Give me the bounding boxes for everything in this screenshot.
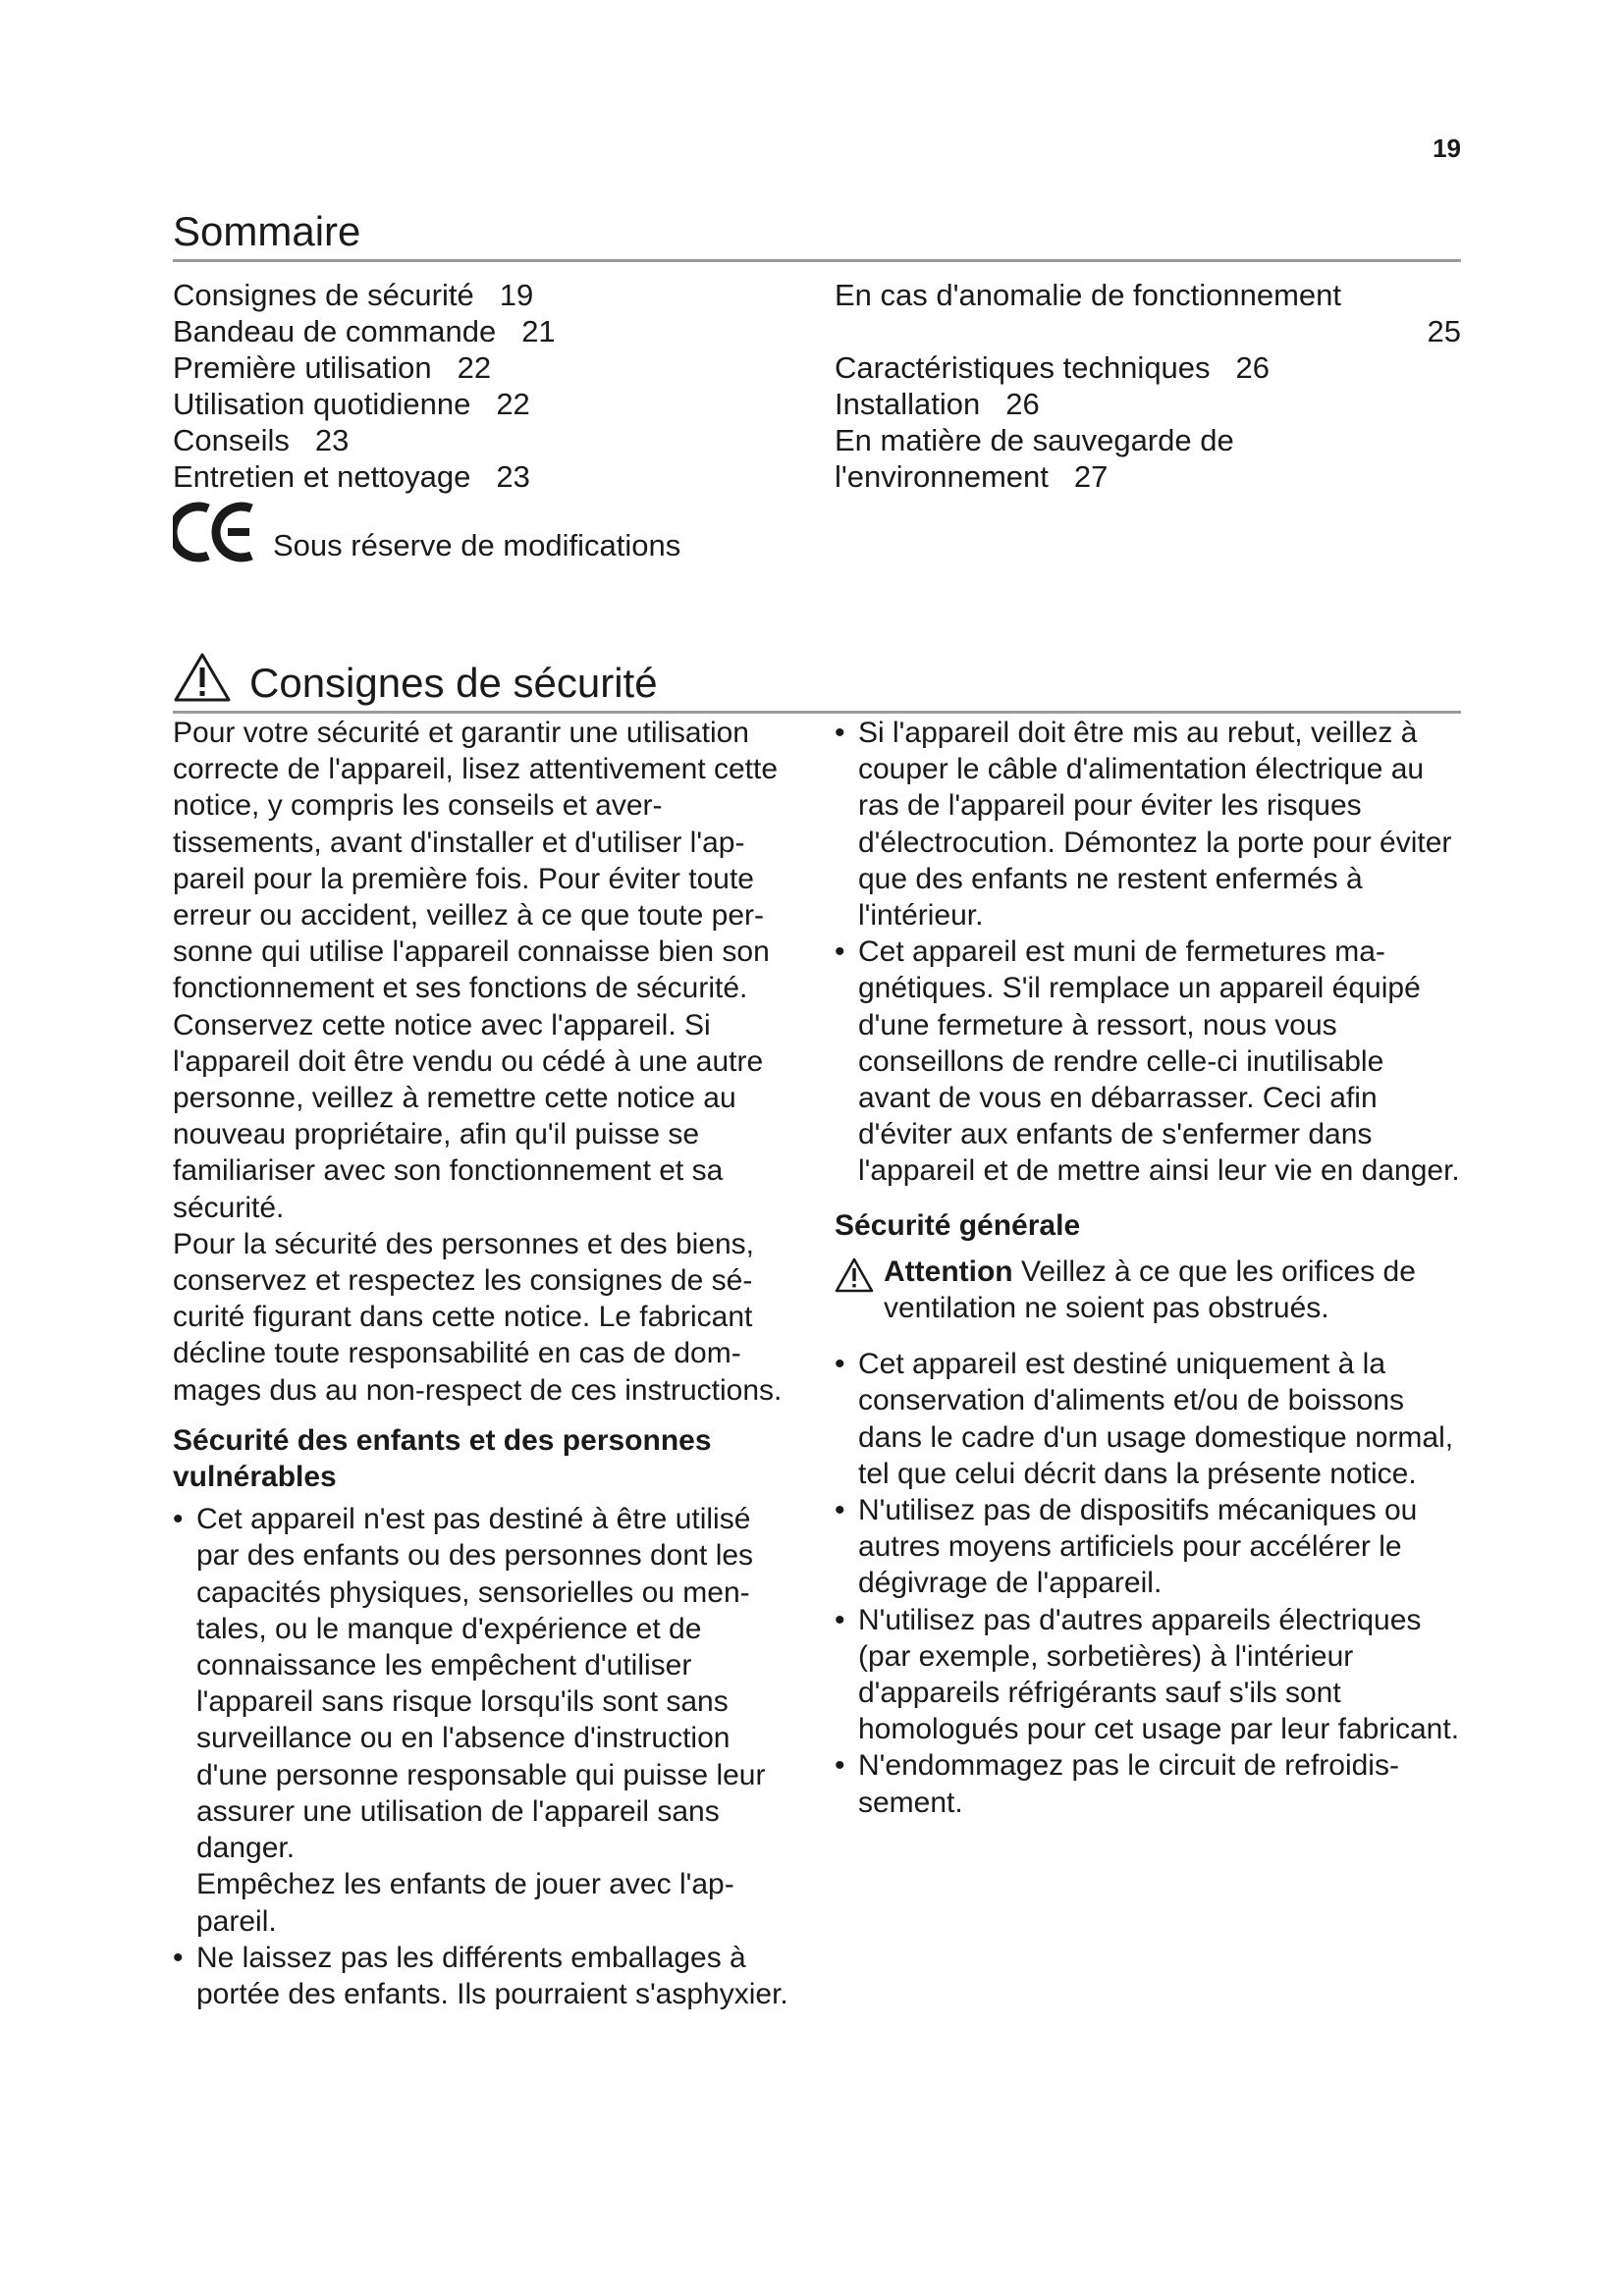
ce-note-text: Sous réserve de modifications	[273, 528, 681, 562]
page-number: 19	[1433, 133, 1461, 163]
attention-text: Veillez à ce que les orifices de ventilation ne soient pas obstrués.	[884, 1255, 1416, 1325]
right-text-column	[835, 715, 1461, 1821]
children-safety-heading: Sécurité des enfants et des personnes vulnérables	[173, 1423, 712, 1494]
list-item: • N'utilisez pas d'autres appareils électriques (par exemple, sorbetières) à l'intérieur d'appareils réfrigérants sauf s'ils sont homologués pour cet usage par leur fabricant.	[835, 1602, 1461, 1748]
toc-entry[interactable]: Première utilisation 22	[173, 350, 492, 385]
toc-entry[interactable]: Bandeau de commande 21	[173, 314, 556, 348]
toc-entry[interactable]: Utilisation quotidienne 22	[173, 387, 530, 421]
ce-mark-icon	[173, 501, 259, 563]
left-text-column	[173, 715, 801, 2012]
toc-entry[interactable]: Caractéristiques techniques 26	[835, 350, 1271, 385]
attention-note	[835, 1254, 1461, 1326]
list-item: • Ne laissez pas les différents emballages à portée des enfants. Ils pourraient s'asphyxier.	[173, 1940, 801, 2012]
toc-entry[interactable]: En matière de sauvegarde de l'environnement 27	[835, 423, 1234, 494]
toc-title: Sommaire	[173, 208, 1461, 262]
toc-entry[interactable]: Installation 26	[835, 387, 1040, 421]
list-item: • N'endommagez pas le circuit de refroidissement.	[835, 1747, 1461, 1820]
toc-entry[interactable]: Consignes de sécurité 19	[173, 278, 534, 312]
warning-triangle-icon	[173, 652, 232, 703]
list-item: • Cet appareil n'est pas destiné à être utilisé par des enfants ou des personnes dont les capacités physiques, sensorielles ou mentales, ou le manque d'expérience et de connaissance les empêchent d'utiliser l'appareil sans risque lorsqu'ils sont sans surveillance ou en l'absence d'instruction d'une personne responsable qui puisse leur assurer une utilisation de l'appareil sans danger. Empêchez les enfants de jouer avec l'appareil.	[173, 1501, 801, 1939]
general-safety-heading: Sécurité générale	[835, 1208, 1081, 1242]
list-item: • Cet appareil est destiné uniquement à la conservation d'aliments et/ou de boissons dans le cadre d'un usage domestique normal, tel que celui décrit dans la présente notice.	[835, 1346, 1461, 1492]
intro-paragraph: Pour la sécurité des personnes et des biens, conservez et respectez les consignes de sécurité figurant dans cette notice. Le fabricant décline toute responsabilité en cas de dommages dus au non-respect de ces instructions.	[173, 1227, 783, 1407]
toc-entry[interactable]: Conseils 23	[173, 423, 350, 457]
ce-note	[173, 501, 680, 563]
toc-right-column	[835, 277, 1461, 495]
toc-entry[interactable]: Entretien et nettoyage 23	[173, 459, 530, 494]
safety-title-text: Consignes de sécurité	[249, 660, 658, 706]
list-item: • N'utilisez pas de dispositifs mécaniques ou autres moyens artificiels pour accélérer le dégivrage de l'appareil.	[835, 1492, 1461, 1602]
warning-triangle-icon	[835, 1257, 874, 1293]
attention-label: Attention	[884, 1255, 1013, 1288]
toc-left-column	[173, 277, 801, 495]
list-item: • Cet appareil est muni de fermetures magnétiques. S'il remplace un appareil équipé d'une fermeture à ressort, nous vous conseillons de rendre celle-ci inutilisable avant de vous en débarrasser. Ceci afin d'éviter aux enfants de s'enfermer dans l'appareil et de mettre ainsi leur vie en danger.	[835, 934, 1461, 1189]
intro-paragraph: Pour votre sécurité et garantir une utilisation correcte de l'appareil, lisez attentivement cette notice, y compris les conseils et avertissements, avant d'installer et d'utiliser l'appareil pour la première fois. Pour éviter toute erreur ou accident, veillez à ce que toute personne qui utilise l'appareil connaisse bien son fonctionnement et ses fonctions de sécurité. Conservez cette notice avec l'appareil. Si l'appareil doit être vendu ou cédé à une autre personne, veillez à remettre cette notice au nouveau propriétaire, afin qu'il puisse se familiariser avec son fonctionnement et sa sécurité.	[173, 717, 779, 1224]
list-item: • Si l'appareil doit être mis au rebut, veillez à couper le câble d'alimentation électrique au ras de l'appareil pour éviter les risques d'électrocution. Démontez la porte pour éviter que des enfants ne restent enfermés à l'intérieur.	[835, 715, 1461, 934]
toc-entry[interactable]: En cas d'anomalie de fonctionnement 25	[835, 278, 1461, 348]
safety-section-title	[173, 652, 1461, 714]
